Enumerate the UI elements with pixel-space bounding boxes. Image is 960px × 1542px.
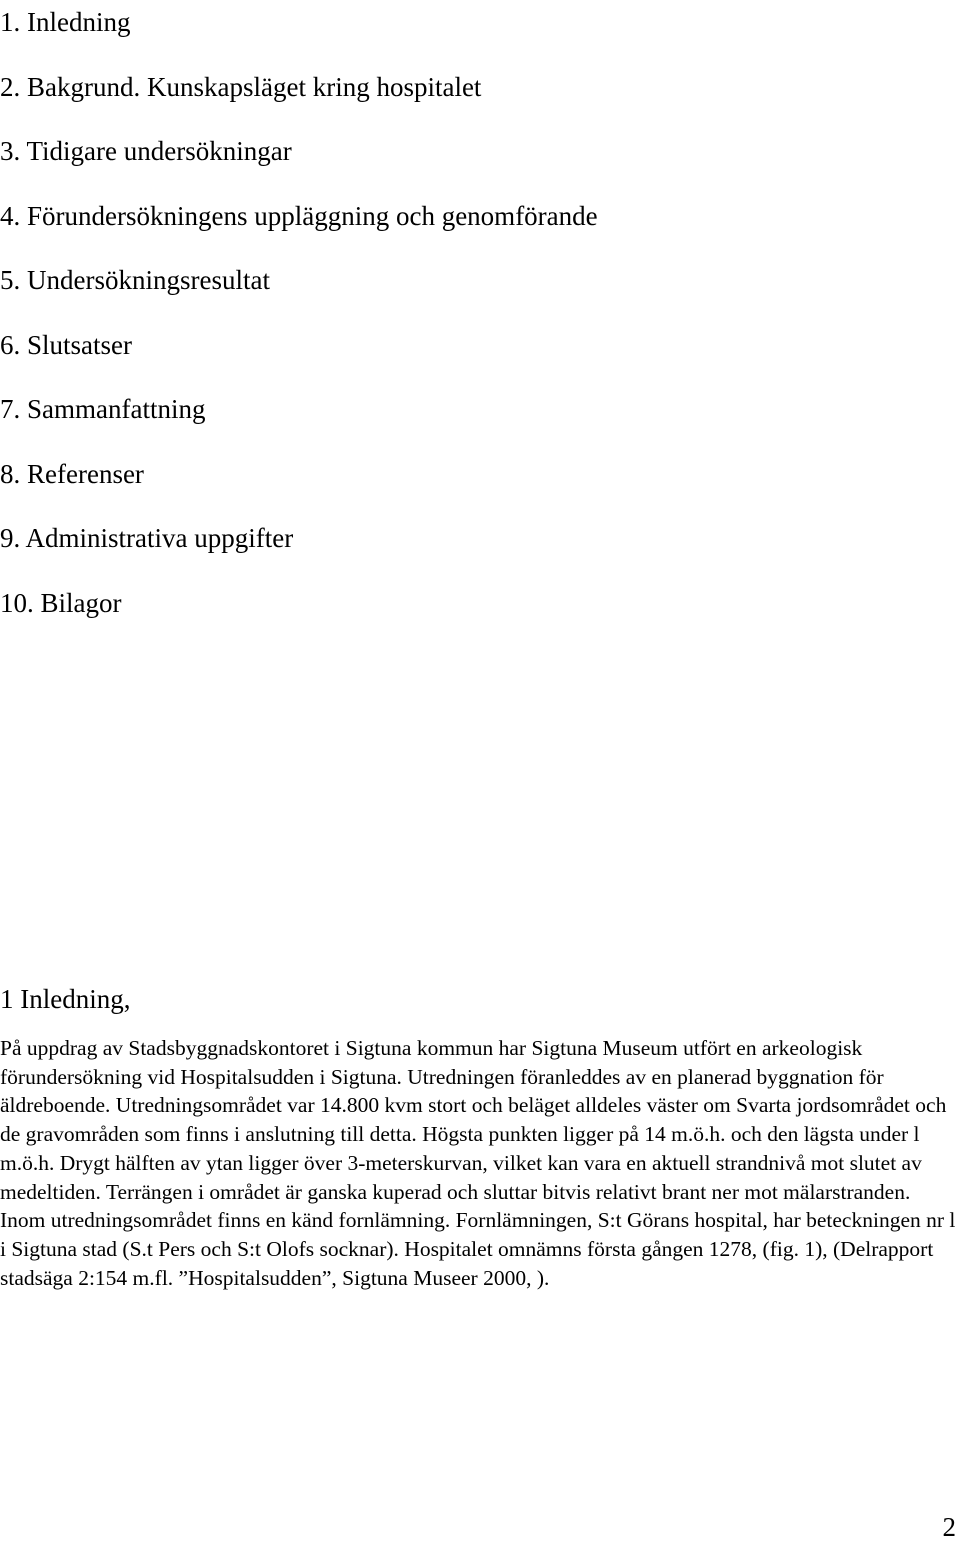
section-heading: 1 Inledning,: [0, 984, 131, 1014]
toc-item: 1. Inledning: [0, 7, 131, 37]
toc-item: 9. Administrativa uppgifter: [0, 523, 294, 553]
page-number: 2: [942, 1512, 956, 1542]
toc-item: 10. Bilagor: [0, 587, 122, 618]
toc-item: 7. Sammanfattning: [0, 394, 206, 424]
toc-item: 6. Slutsatser: [0, 329, 132, 360]
toc-item: 3. Tidigare undersökningar: [0, 136, 292, 166]
toc-item: 5. Undersökningsresultat: [0, 265, 270, 295]
body-paragraph: På uppdrag av Stadsbyggnadskontoret i Sigtuna kommun har Sigtuna Museum utfört en arkeologisk förundersökning vid Hospitalsudden i Sigtuna. Utredningen föranleddes av en planerad byggnation för äldreboende. Utredningsområdet var 14.800 kvm stort och beläget alldeles väster om Svarta jordsområdet och de gravområden som finns i anslutning till detta. Högsta punkten ligger på 14 m.ö.h. och den lägsta under l m.ö.h. Drygt hälften av ytan ligger över 3-meterskurvan, vilket kan vara en aktuell strandnivå mot slutet av medeltiden. Terrängen i området är ganska kuperad och sluttar bitvis relativt brant ner mot mälarstranden. Inom utredningsområdet finns en känd fornlämning. Fornlämningen, S:t Görans hospital, har beteckningen nr l i Sigtuna stad (S.t Pers och S:t Olofs socknar). Hospitalet omnämns första gången 1278, (fig. 1), (Delrapport stadsäga 2:154 m.fl. ”Hospitalsudden”, Sigtuna Museer 2000, ).: [0, 1036, 956, 1290]
table-of-contents: [0, 0, 598, 635]
toc-item: 4. Förundersökningens uppläggning och genomförande: [0, 200, 598, 231]
toc-item: 2. Bakgrund. Kunskapsläget kring hospitalet: [0, 71, 482, 102]
toc-item: 8. Referenser: [0, 458, 144, 489]
